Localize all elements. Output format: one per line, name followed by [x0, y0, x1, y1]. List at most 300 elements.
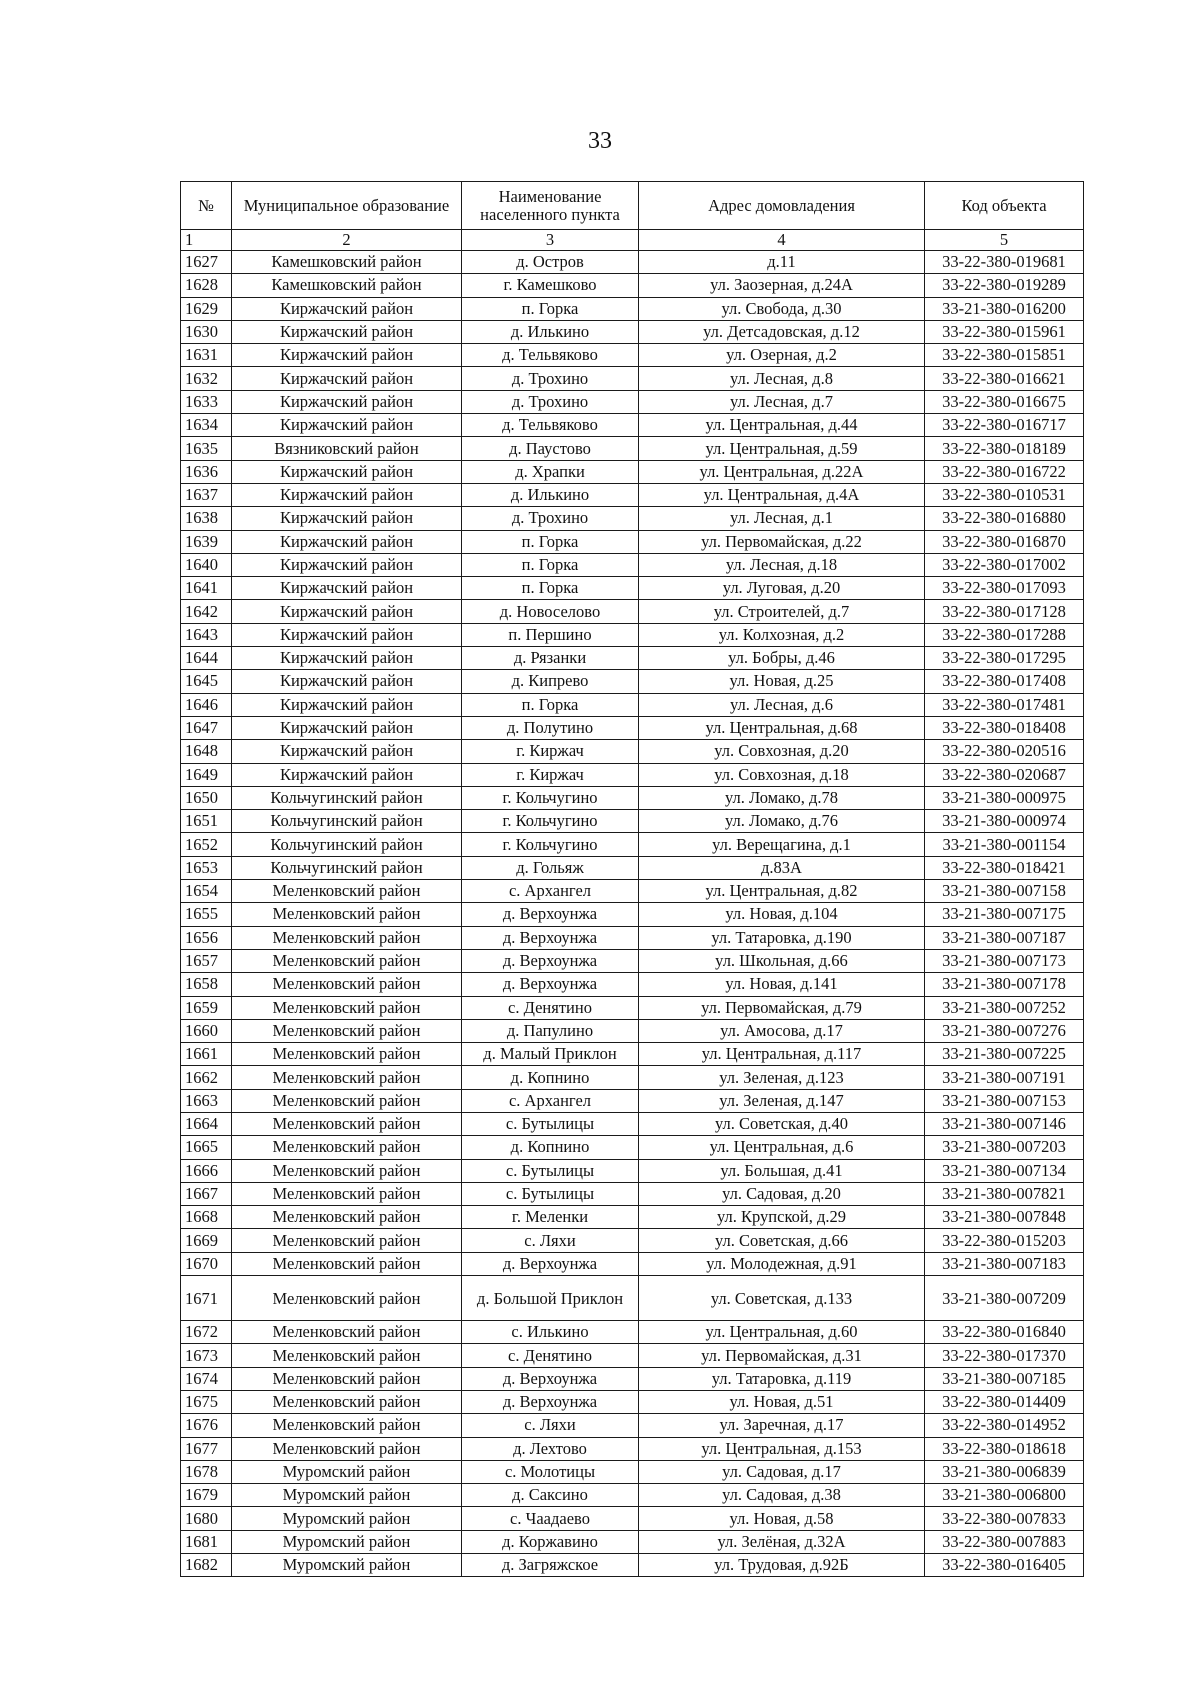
municipality-cell: Меленковский район [232, 973, 462, 996]
table-row [181, 623, 1084, 646]
table-row [181, 1206, 1084, 1229]
row-number: 1665 [181, 1136, 232, 1159]
table-row [181, 320, 1084, 343]
table-row [181, 716, 1084, 739]
municipality-cell: Кольчугинский район [232, 856, 462, 879]
municipality-cell: Меленковский район [232, 1112, 462, 1135]
address-cell: ул. Центральная, д.82 [639, 880, 925, 903]
settlement-cell: д. Илькино [462, 483, 639, 506]
object-code-cell: 33-22-380-007833 [925, 1507, 1084, 1530]
object-code-cell: 33-21-380-007848 [925, 1206, 1084, 1229]
table-row [181, 1136, 1084, 1159]
row-number: 1668 [181, 1206, 232, 1229]
object-code-cell: 33-21-380-007173 [925, 949, 1084, 972]
address-cell: ул. Новая, д.25 [639, 670, 925, 693]
table-row [181, 1159, 1084, 1182]
object-code-cell: 33-22-380-017370 [925, 1344, 1084, 1367]
municipality-cell: Меленковский район [232, 1414, 462, 1437]
row-number: 1629 [181, 297, 232, 320]
table-row [181, 1367, 1084, 1390]
row-number: 1664 [181, 1112, 232, 1135]
row-number: 1647 [181, 716, 232, 739]
address-cell: ул. Центральная, д.44 [639, 414, 925, 437]
settlement-cell: д. Храпки [462, 460, 639, 483]
row-number: 1679 [181, 1484, 232, 1507]
municipality-cell: Меленковский район [232, 926, 462, 949]
object-code-cell: 33-21-380-007203 [925, 1136, 1084, 1159]
table-row [181, 786, 1084, 809]
row-number: 1634 [181, 414, 232, 437]
table-row [181, 1437, 1084, 1460]
object-code-cell: 33-21-380-000975 [925, 786, 1084, 809]
object-code-cell: 33-22-380-017288 [925, 623, 1084, 646]
address-cell: ул. Зеленая, д.147 [639, 1089, 925, 1112]
object-code-cell: 33-21-380-007134 [925, 1159, 1084, 1182]
settlement-cell: с. Молотицы [462, 1460, 639, 1483]
settlement-cell: д. Большой Приклон [462, 1276, 639, 1321]
object-code-cell: 33-21-380-006800 [925, 1484, 1084, 1507]
municipality-cell: Киржачский район [232, 647, 462, 670]
municipality-cell: Муромский район [232, 1507, 462, 1530]
row-number: 1673 [181, 1344, 232, 1367]
header-municipality: Муниципальное образование [232, 182, 462, 230]
settlement-cell: д. Гольяж [462, 856, 639, 879]
municipality-cell: Киржачский район [232, 367, 462, 390]
table-row [181, 1344, 1084, 1367]
row-number: 1637 [181, 483, 232, 506]
object-code-cell: 33-22-380-017481 [925, 693, 1084, 716]
settlement-cell: д. Трохино [462, 367, 639, 390]
settlement-cell: с. Архангел [462, 880, 639, 903]
address-cell: ул. Садовая, д.17 [639, 1460, 925, 1483]
row-number: 1628 [181, 274, 232, 297]
address-cell: ул. Крупской, д.29 [639, 1206, 925, 1229]
municipality-cell: Камешковский район [232, 274, 462, 297]
row-number: 1640 [181, 553, 232, 576]
table-row [181, 1484, 1084, 1507]
settlement-cell: д. Верхоунжа [462, 949, 639, 972]
settlement-cell: д. Верхоунжа [462, 973, 639, 996]
row-number: 1633 [181, 390, 232, 413]
object-code-cell: 33-22-380-016405 [925, 1554, 1084, 1577]
table-row [181, 1019, 1084, 1042]
address-cell: ул. Советская, д.133 [639, 1276, 925, 1321]
address-cell: ул. Центральная, д.68 [639, 716, 925, 739]
table-row [181, 763, 1084, 786]
object-code-cell: 33-22-380-020516 [925, 740, 1084, 763]
municipality-cell: Меленковский район [232, 1367, 462, 1390]
settlement-cell: г. Кольчугино [462, 786, 639, 809]
address-cell: ул. Садовая, д.38 [639, 1484, 925, 1507]
object-code-cell: 33-22-380-017093 [925, 577, 1084, 600]
table-row [181, 600, 1084, 623]
header-object-code: Код объекта [925, 182, 1084, 230]
table-row [181, 693, 1084, 716]
table-row [181, 973, 1084, 996]
header-address: Адрес домовладения [639, 182, 925, 230]
object-code-cell: 33-22-380-014409 [925, 1390, 1084, 1413]
object-code-cell: 33-22-380-015961 [925, 320, 1084, 343]
municipality-cell: Киржачский район [232, 577, 462, 600]
row-number: 1630 [181, 320, 232, 343]
row-number: 1642 [181, 600, 232, 623]
address-cell: д.83А [639, 856, 925, 879]
object-code-cell: 33-22-380-016621 [925, 367, 1084, 390]
settlement-cell: п. Першино [462, 623, 639, 646]
municipality-cell: Киржачский район [232, 414, 462, 437]
column-number: 3 [462, 230, 639, 251]
municipality-cell: Киржачский район [232, 623, 462, 646]
row-number: 1641 [181, 577, 232, 600]
row-number: 1677 [181, 1437, 232, 1460]
settlement-cell: д. Полутино [462, 716, 639, 739]
object-code-cell: 33-22-380-017408 [925, 670, 1084, 693]
row-number: 1680 [181, 1507, 232, 1530]
row-number: 1682 [181, 1554, 232, 1577]
address-cell: ул. Первомайская, д.31 [639, 1344, 925, 1367]
row-number: 1638 [181, 507, 232, 530]
row-number: 1676 [181, 1414, 232, 1437]
object-code-cell: 33-21-380-001154 [925, 833, 1084, 856]
row-number: 1660 [181, 1019, 232, 1042]
settlement-cell: п. Горка [462, 693, 639, 716]
table-row [181, 880, 1084, 903]
municipality-cell: Киржачский район [232, 297, 462, 320]
municipality-cell: Меленковский район [232, 1229, 462, 1252]
row-number: 1643 [181, 623, 232, 646]
address-cell: ул. Заозерная, д.24А [639, 274, 925, 297]
settlement-cell: д. Саксино [462, 1484, 639, 1507]
row-number: 1632 [181, 367, 232, 390]
municipality-cell: Муромский район [232, 1554, 462, 1577]
settlement-cell: д. Трохино [462, 507, 639, 530]
row-number: 1657 [181, 949, 232, 972]
table-row [181, 344, 1084, 367]
object-code-cell: 33-22-380-010531 [925, 483, 1084, 506]
municipality-cell: Муромский район [232, 1530, 462, 1553]
table-row [181, 740, 1084, 763]
settlement-cell: г. Меленки [462, 1206, 639, 1229]
address-cell: ул. Татаровка, д.119 [639, 1367, 925, 1390]
header-number: № [181, 182, 232, 230]
header-row [181, 182, 1084, 230]
settlement-cell: д. Остров [462, 251, 639, 274]
address-cell: ул. Совхозная, д.18 [639, 763, 925, 786]
settlement-cell: д. Верхоунжа [462, 903, 639, 926]
municipality-cell: Киржачский район [232, 320, 462, 343]
address-cell: ул. Большая, д.41 [639, 1159, 925, 1182]
address-cell: ул. Первомайская, д.79 [639, 996, 925, 1019]
settlement-cell: г. Киржач [462, 763, 639, 786]
row-number: 1669 [181, 1229, 232, 1252]
municipality-cell: Киржачский район [232, 507, 462, 530]
municipality-cell: Меленковский район [232, 1019, 462, 1042]
object-code-cell: 33-22-380-016675 [925, 390, 1084, 413]
object-code-cell: 33-21-380-016200 [925, 297, 1084, 320]
municipality-cell: Меленковский район [232, 1159, 462, 1182]
address-cell: ул. Центральная, д.117 [639, 1043, 925, 1066]
table-row [181, 1182, 1084, 1205]
settlement-cell: д. Кипрево [462, 670, 639, 693]
municipality-cell: Киржачский район [232, 693, 462, 716]
settlement-cell: с. Денятино [462, 1344, 639, 1367]
municipality-cell: Кольчугинский район [232, 786, 462, 809]
row-number: 1662 [181, 1066, 232, 1089]
row-number: 1653 [181, 856, 232, 879]
table-row [181, 1390, 1084, 1413]
address-cell: ул. Советская, д.66 [639, 1229, 925, 1252]
table-row [181, 437, 1084, 460]
row-number: 1678 [181, 1460, 232, 1483]
row-number: 1635 [181, 437, 232, 460]
settlement-cell: д. Тельвяково [462, 344, 639, 367]
address-cell: ул. Детсадовская, д.12 [639, 320, 925, 343]
row-number: 1663 [181, 1089, 232, 1112]
object-code-cell: 33-22-380-018408 [925, 716, 1084, 739]
municipality-cell: Меленковский район [232, 1437, 462, 1460]
object-code-cell: 33-22-380-014952 [925, 1414, 1084, 1437]
settlement-cell: д. Папулино [462, 1019, 639, 1042]
municipality-cell: Киржачский район [232, 344, 462, 367]
address-cell: ул. Центральная, д.60 [639, 1321, 925, 1344]
table-row [181, 926, 1084, 949]
object-code-cell: 33-22-380-017128 [925, 600, 1084, 623]
address-cell: ул. Новая, д.141 [639, 973, 925, 996]
address-cell: ул. Верещагина, д.1 [639, 833, 925, 856]
address-cell: ул. Лесная, д.6 [639, 693, 925, 716]
settlement-cell: г. Камешково [462, 274, 639, 297]
address-cell: ул. Садовая, д.20 [639, 1182, 925, 1205]
address-cell: ул. Совхозная, д.20 [639, 740, 925, 763]
municipality-cell: Меленковский район [232, 1043, 462, 1066]
municipality-cell: Киржачский район [232, 670, 462, 693]
settlement-cell: д. Лехтово [462, 1437, 639, 1460]
object-code-cell: 33-21-380-007276 [925, 1019, 1084, 1042]
address-cell: ул. Новая, д.58 [639, 1507, 925, 1530]
municipality-cell: Киржачский район [232, 740, 462, 763]
address-cell: д.11 [639, 251, 925, 274]
object-code-cell: 33-22-380-016870 [925, 530, 1084, 553]
object-code-cell: 33-22-380-016717 [925, 414, 1084, 437]
row-number: 1666 [181, 1159, 232, 1182]
row-number: 1655 [181, 903, 232, 926]
address-cell: ул. Лесная, д.18 [639, 553, 925, 576]
settlement-cell: д. Копнино [462, 1136, 639, 1159]
municipality-cell: Меленковский район [232, 1321, 462, 1344]
table-row [181, 1229, 1084, 1252]
table-row [181, 1252, 1084, 1275]
settlement-cell: д. Илькино [462, 320, 639, 343]
settlement-cell: с. Бутылицы [462, 1182, 639, 1205]
table-row [181, 647, 1084, 670]
settlement-cell: с. Бутылицы [462, 1112, 639, 1135]
settlement-cell: с. Ляхи [462, 1414, 639, 1437]
row-number: 1671 [181, 1276, 232, 1321]
table-row [181, 251, 1084, 274]
settlement-cell: п. Горка [462, 553, 639, 576]
registry-table [180, 181, 1084, 1577]
municipality-cell: Меленковский район [232, 996, 462, 1019]
municipality-cell: Муромский район [232, 1484, 462, 1507]
address-cell: ул. Лесная, д.7 [639, 390, 925, 413]
row-number: 1650 [181, 786, 232, 809]
table-row [181, 949, 1084, 972]
settlement-cell: д. Загряжское [462, 1554, 639, 1577]
table-body [181, 251, 1084, 1577]
object-code-cell: 33-21-380-007225 [925, 1043, 1084, 1066]
municipality-cell: Меленковский район [232, 1089, 462, 1112]
object-code-cell: 33-21-380-007191 [925, 1066, 1084, 1089]
municipality-cell: Киржачский район [232, 460, 462, 483]
row-number: 1667 [181, 1182, 232, 1205]
address-cell: ул. Заречная, д.17 [639, 1414, 925, 1437]
municipality-cell: Меленковский район [232, 903, 462, 926]
row-number: 1672 [181, 1321, 232, 1344]
address-cell: ул. Центральная, д.22А [639, 460, 925, 483]
address-cell: ул. Колхозная, д.2 [639, 623, 925, 646]
object-code-cell: 33-22-380-019681 [925, 251, 1084, 274]
object-code-cell: 33-22-380-015203 [925, 1229, 1084, 1252]
address-cell: ул. Трудовая, д.92Б [639, 1554, 925, 1577]
settlement-cell: д. Новоселово [462, 600, 639, 623]
table-row [181, 833, 1084, 856]
address-cell: ул. Новая, д.51 [639, 1390, 925, 1413]
municipality-cell: Меленковский район [232, 1182, 462, 1205]
object-code-cell: 33-22-380-016722 [925, 460, 1084, 483]
object-code-cell: 33-21-380-006839 [925, 1460, 1084, 1483]
table-row [181, 390, 1084, 413]
municipality-cell: Кольчугинский район [232, 833, 462, 856]
settlement-cell: г. Кольчугино [462, 810, 639, 833]
table-row [181, 856, 1084, 879]
municipality-cell: Киржачский район [232, 716, 462, 739]
address-cell: ул. Центральная, д.6 [639, 1136, 925, 1159]
table-row [181, 1089, 1084, 1112]
municipality-cell: Меленковский район [232, 1344, 462, 1367]
address-cell: ул. Строителей, д.7 [639, 600, 925, 623]
table-row [181, 903, 1084, 926]
table-row [181, 996, 1084, 1019]
table-row [181, 483, 1084, 506]
municipality-cell: Меленковский район [232, 1276, 462, 1321]
row-number: 1627 [181, 251, 232, 274]
object-code-cell: 33-22-380-015851 [925, 344, 1084, 367]
municipality-cell: Киржачский район [232, 483, 462, 506]
row-number: 1636 [181, 460, 232, 483]
municipality-cell: Вязниковский район [232, 437, 462, 460]
object-code-cell: 33-22-380-017295 [925, 647, 1084, 670]
settlement-cell: д. Верхоунжа [462, 1390, 639, 1413]
object-code-cell: 33-22-380-017002 [925, 553, 1084, 576]
row-number: 1654 [181, 880, 232, 903]
table-row [181, 274, 1084, 297]
municipality-cell: Меленковский район [232, 1390, 462, 1413]
settlement-cell: д. Паустово [462, 437, 639, 460]
object-code-cell: 33-21-380-007153 [925, 1089, 1084, 1112]
row-number: 1659 [181, 996, 232, 1019]
row-number: 1661 [181, 1043, 232, 1066]
row-number: 1674 [181, 1367, 232, 1390]
row-number: 1675 [181, 1390, 232, 1413]
table-row [181, 530, 1084, 553]
object-code-cell: 33-22-380-020687 [925, 763, 1084, 786]
settlement-cell: д. Коржавино [462, 1530, 639, 1553]
municipality-cell: Киржачский район [232, 390, 462, 413]
address-cell: ул. Амосова, д.17 [639, 1019, 925, 1042]
address-cell: ул. Зеленая, д.123 [639, 1066, 925, 1089]
settlement-cell: г. Киржач [462, 740, 639, 763]
object-code-cell: 33-22-380-007883 [925, 1530, 1084, 1553]
column-number-row [181, 230, 1084, 251]
settlement-cell: с. Ляхи [462, 1229, 639, 1252]
settlement-cell: с. Бутылицы [462, 1159, 639, 1182]
address-cell: ул. Лесная, д.8 [639, 367, 925, 390]
municipality-cell: Киржачский район [232, 763, 462, 786]
object-code-cell: 33-22-380-016880 [925, 507, 1084, 530]
object-code-cell: 33-21-380-007178 [925, 973, 1084, 996]
table-row [181, 297, 1084, 320]
row-number: 1670 [181, 1252, 232, 1275]
municipality-cell: Камешковский район [232, 251, 462, 274]
address-cell: ул. Озерная, д.2 [639, 344, 925, 367]
table-row [181, 1530, 1084, 1553]
table-row [181, 414, 1084, 437]
settlement-cell: д. Верхоунжа [462, 1367, 639, 1390]
object-code-cell: 33-21-380-007158 [925, 880, 1084, 903]
address-cell: ул. Лесная, д.1 [639, 507, 925, 530]
address-cell: ул. Бобры, д.46 [639, 647, 925, 670]
column-number: 2 [232, 230, 462, 251]
settlement-cell: д. Верхоунжа [462, 926, 639, 949]
address-cell: ул. Советская, д.40 [639, 1112, 925, 1135]
row-number: 1644 [181, 647, 232, 670]
table-row [181, 1321, 1084, 1344]
object-code-cell: 33-22-380-019289 [925, 274, 1084, 297]
object-code-cell: 33-22-380-018421 [925, 856, 1084, 879]
object-code-cell: 33-22-380-016840 [925, 1321, 1084, 1344]
object-code-cell: 33-22-380-018618 [925, 1437, 1084, 1460]
object-code-cell: 33-21-380-007209 [925, 1276, 1084, 1321]
municipality-cell: Киржачский район [232, 553, 462, 576]
address-cell: ул. Ломако, д.76 [639, 810, 925, 833]
settlement-cell: с. Илькино [462, 1321, 639, 1344]
object-code-cell: 33-21-380-000974 [925, 810, 1084, 833]
header-settlement: Наименование населенного пункта [462, 182, 639, 230]
column-number: 5 [925, 230, 1084, 251]
settlement-cell: с. Денятино [462, 996, 639, 1019]
address-cell: ул. Молодежная, д.91 [639, 1252, 925, 1275]
settlement-cell: п. Горка [462, 577, 639, 600]
settlement-cell: д. Малый Приклон [462, 1043, 639, 1066]
address-cell: ул. Школьная, д.66 [639, 949, 925, 972]
table-row [181, 1043, 1084, 1066]
object-code-cell: 33-21-380-007821 [925, 1182, 1084, 1205]
registry-table-container [180, 181, 1084, 1577]
row-number: 1648 [181, 740, 232, 763]
table-row [181, 460, 1084, 483]
table-row [181, 1460, 1084, 1483]
object-code-cell: 33-21-380-007185 [925, 1367, 1084, 1390]
settlement-cell: с. Архангел [462, 1089, 639, 1112]
table-row [181, 810, 1084, 833]
settlement-cell: с. Чаадаево [462, 1507, 639, 1530]
municipality-cell: Киржачский район [232, 530, 462, 553]
address-cell: ул. Центральная, д.59 [639, 437, 925, 460]
settlement-cell: п. Горка [462, 297, 639, 320]
address-cell: ул. Свобода, д.30 [639, 297, 925, 320]
table-row [181, 1414, 1084, 1437]
object-code-cell: 33-22-380-018189 [925, 437, 1084, 460]
